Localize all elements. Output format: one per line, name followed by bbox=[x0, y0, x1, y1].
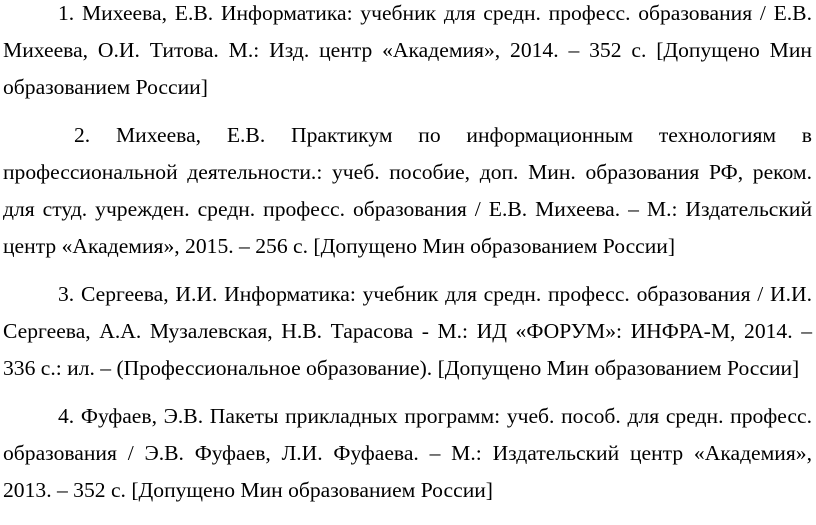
reference-number: 1. bbox=[58, 1, 75, 25]
reference-number: 4. bbox=[58, 404, 75, 428]
reference-text: Фуфаев, Э.В. Пакеты прикладных программ: учеб. пособ. для средн. професс. образования / Э.В. Фуфаев, Л.И. Фуфаева. – М.: Издательский центр «Академия», 2013. – 352 с. [Допущено Мин образованием России] bbox=[3, 404, 812, 502]
reference-item-4 bbox=[3, 398, 812, 509]
reference-text: Сергеева, И.И. Информатика: учебник для средн. професс. образования / И.И. Сергеева, А.А. Музалевская, Н.В. Тарасова - М.: ИД «ФОРУМ»: ИНФРА-М, 2014. – 336 с.: ил. – (Профессиональное образование). [Допущено Мин образованием России] bbox=[3, 282, 812, 380]
reference-item-2 bbox=[3, 117, 812, 265]
reference-text: Михеева, Е.В. Практикум по информационным технологиям в профессиональной деятельности.: учеб. пособие, доп. Мин. образования РФ, реком. для студ. учрежден. средн. професс. образования / Е.В. Михеева. – М.: Издательский центр «Академия», 2015. – 256 с. [Допущено Мин образованием России] bbox=[3, 123, 813, 258]
reference-number: 2. bbox=[74, 123, 91, 147]
reference-item-1 bbox=[3, 0, 812, 106]
reference-number: 3. bbox=[58, 282, 75, 306]
reference-item-3 bbox=[3, 276, 812, 387]
reference-text: Михеева, Е.В. Информатика: учебник для средн. професс. образования / Е.В. Михеева, О.И. Титова. М.: Изд. центр «Академия», 2014. – 352 с. [Допущено Мин образованием России] bbox=[3, 1, 812, 99]
